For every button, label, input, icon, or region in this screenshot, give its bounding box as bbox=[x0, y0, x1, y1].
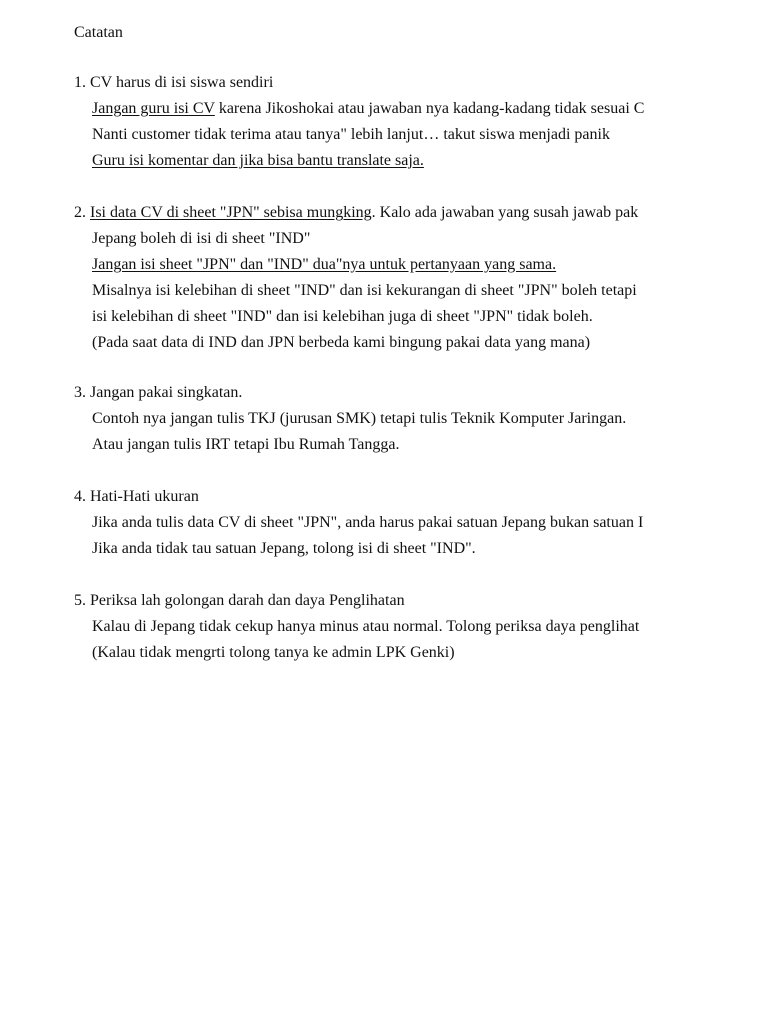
item-number: 5. bbox=[74, 592, 86, 609]
item-line bbox=[74, 615, 696, 641]
body-text: (Pada saat data di IND dan JPN berbeda kami bingung pakai data yang mana) bbox=[92, 334, 591, 351]
item-heading bbox=[74, 589, 696, 615]
item-line bbox=[74, 279, 696, 305]
underlined-text: Jangan guru isi CV bbox=[92, 100, 215, 117]
item-number: 1. bbox=[74, 74, 86, 91]
item-line bbox=[74, 253, 696, 279]
body-text: . Kalo ada jawaban yang susah jawab pak bbox=[371, 204, 639, 221]
item-line bbox=[74, 305, 696, 331]
underlined-text: Guru isi komentar dan jika bisa bantu translate saja. bbox=[92, 152, 424, 169]
item-line bbox=[74, 149, 696, 175]
item-heading bbox=[74, 201, 696, 227]
item-heading bbox=[74, 485, 696, 511]
item-line bbox=[74, 407, 696, 433]
item-line bbox=[74, 97, 696, 123]
underlined-text: Isi data CV di sheet "JPN" sebisa mungking bbox=[90, 204, 372, 221]
item-line bbox=[74, 433, 696, 459]
underlined-text: Jangan isi sheet "JPN" dan "IND" dua"nya untuk pertanyaan yang sama. bbox=[92, 256, 557, 273]
item-number: 4. bbox=[74, 488, 86, 505]
item-heading bbox=[74, 381, 696, 407]
item-heading-text: Hati-Hati ukuran bbox=[90, 488, 199, 505]
body-text: isi kelebihan di sheet "IND" dan isi kelebihan juga di sheet "JPN" tidak boleh. bbox=[92, 308, 593, 325]
body-text: Contoh nya jangan tulis TKJ (jurusan SMK) tetapi tulis Teknik Komputer Jaringan. bbox=[92, 410, 627, 427]
item-heading-text: Jangan pakai singkatan. bbox=[90, 384, 243, 401]
body-text: karena Jikoshokai atau jawaban nya kadang-kadang tidak sesuai C bbox=[214, 100, 645, 117]
page-title: Catatan bbox=[74, 24, 123, 41]
item-line bbox=[74, 537, 696, 563]
item-line bbox=[74, 511, 696, 537]
note-item-1 bbox=[74, 71, 696, 175]
body-text: Jepang boleh di isi di sheet "IND" bbox=[92, 230, 311, 247]
note-item-5 bbox=[74, 589, 696, 667]
body-text: Jika anda tidak tau satuan Jepang, tolong isi di sheet "IND". bbox=[92, 540, 476, 557]
body-text: Misalnya isi kelebihan di sheet "IND" dan isi kekurangan di sheet "JPN" boleh tetapi bbox=[92, 282, 637, 299]
body-text: Kalau di Jepang tidak cekup hanya minus atau normal. Tolong periksa daya penglihat bbox=[92, 618, 640, 635]
item-line bbox=[74, 331, 696, 357]
item-number: 3. bbox=[74, 384, 86, 401]
item-line bbox=[74, 227, 696, 253]
note-item-4 bbox=[74, 485, 696, 563]
item-number: 2. bbox=[74, 204, 86, 221]
body-text: Atau jangan tulis IRT tetapi Ibu Rumah Tangga. bbox=[92, 436, 400, 453]
note-item-3 bbox=[74, 381, 696, 459]
body-text: (Kalau tidak mengrti tolong tanya ke admin LPK Genki) bbox=[92, 644, 455, 661]
item-heading-text: CV harus di isi siswa sendiri bbox=[90, 74, 274, 91]
item-line bbox=[74, 641, 696, 667]
item-line bbox=[74, 123, 696, 149]
item-heading-text: Periksa lah golongan darah dan daya Penglihatan bbox=[90, 592, 405, 609]
note-item-2 bbox=[74, 201, 696, 357]
item-heading bbox=[74, 71, 696, 97]
body-text: Jika anda tulis data CV di sheet "JPN", anda harus pakai satuan Jepang bukan satuan I bbox=[92, 514, 644, 531]
body-text: Nanti customer tidak terima atau tanya" lebih lanjut… takut siswa menjadi panik bbox=[92, 126, 610, 143]
